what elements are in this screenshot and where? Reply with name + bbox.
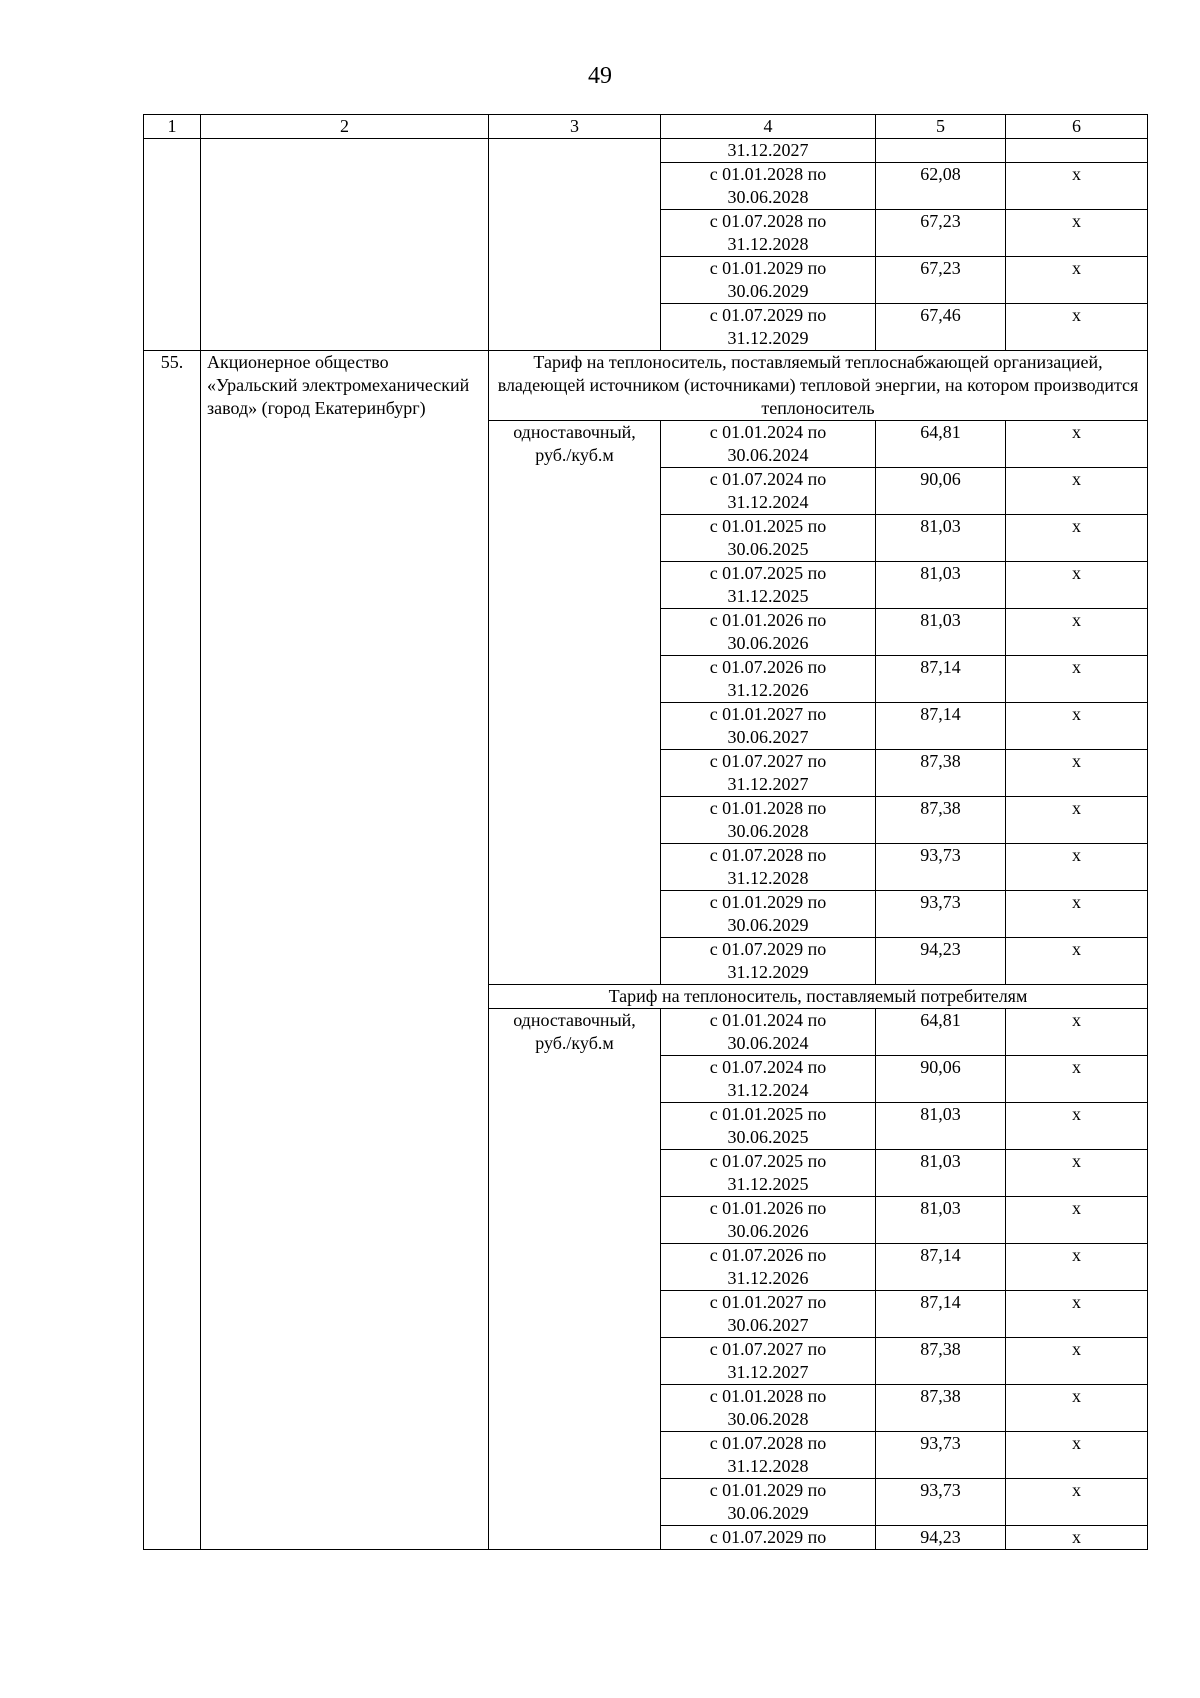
value-cell: 93,73: [876, 1479, 1006, 1526]
column-number-header: 3: [489, 115, 661, 139]
period-cell: с 01.07.2028 по 31.12.2028: [661, 844, 876, 891]
period-cell: с 01.01.2027 по 30.06.2027: [661, 1291, 876, 1338]
value-cell: 81,03: [876, 1103, 1006, 1150]
period-cell: с 01.07.2027 по 31.12.2027: [661, 750, 876, 797]
value-cell: 87,14: [876, 1291, 1006, 1338]
value-cell: 87,14: [876, 703, 1006, 750]
mark-cell: х: [1006, 468, 1148, 515]
column-number-header: 6: [1006, 115, 1148, 139]
period-cell: с 01.01.2029 по 30.06.2029: [661, 1479, 876, 1526]
value-cell: 87,14: [876, 1244, 1006, 1291]
value-cell: 94,23: [876, 1526, 1006, 1550]
mark-cell: х: [1006, 1479, 1148, 1526]
mark-cell: х: [1006, 1385, 1148, 1432]
mark-cell: х: [1006, 891, 1148, 938]
tariff-table: [143, 114, 1148, 1550]
value-cell: [876, 139, 1006, 163]
value-cell: 64,81: [876, 421, 1006, 468]
period-cell: с 01.01.2029 по 30.06.2029: [661, 891, 876, 938]
period-cell: с 01.07.2026 по 31.12.2026: [661, 656, 876, 703]
period-cell: с 01.01.2028 по 30.06.2028: [661, 1385, 876, 1432]
period-cell: с 01.01.2026 по 30.06.2026: [661, 609, 876, 656]
period-cell: с 01.01.2026 по 30.06.2026: [661, 1197, 876, 1244]
mark-cell: х: [1006, 1244, 1148, 1291]
period-cell: с 01.07.2027 по 31.12.2027: [661, 1338, 876, 1385]
mark-cell: х: [1006, 1009, 1148, 1056]
period-cell: с 01.07.2025 по 31.12.2025: [661, 1150, 876, 1197]
period-cell: с 01.07.2024 по 31.12.2024: [661, 468, 876, 515]
column-number-header: 4: [661, 115, 876, 139]
mark-cell: х: [1006, 844, 1148, 891]
mark-cell: х: [1006, 515, 1148, 562]
period-cell: с 01.07.2028 по 31.12.2028: [661, 1432, 876, 1479]
period-cell: с 01.01.2024 по 30.06.2024: [661, 421, 876, 468]
unit-cell: одноставочный, руб./куб.м: [489, 421, 661, 985]
mark-cell: х: [1006, 1056, 1148, 1103]
period-cell: с 01.01.2024 по 30.06.2024: [661, 1009, 876, 1056]
value-cell: 87,38: [876, 1385, 1006, 1432]
value-cell: 67,46: [876, 304, 1006, 351]
mark-cell: х: [1006, 1432, 1148, 1479]
period-cell: с 01.01.2025 по 30.06.2025: [661, 1103, 876, 1150]
period-cell: с 01.07.2029 по: [661, 1526, 876, 1550]
column-number-header: 1: [144, 115, 201, 139]
mark-cell: х: [1006, 257, 1148, 304]
mark-cell: х: [1006, 750, 1148, 797]
period-cell: с 01.07.2025 по 31.12.2025: [661, 562, 876, 609]
period-cell: с 01.01.2028 по 30.06.2028: [661, 797, 876, 844]
period-cell: с 01.01.2028 по 30.06.2028: [661, 163, 876, 210]
value-cell: 67,23: [876, 210, 1006, 257]
mark-cell: х: [1006, 1338, 1148, 1385]
value-cell: 87,38: [876, 1338, 1006, 1385]
value-cell: 90,06: [876, 1056, 1006, 1103]
period-cell: с 01.07.2028 по 31.12.2028: [661, 210, 876, 257]
mark-cell: х: [1006, 1103, 1148, 1150]
mark-cell: х: [1006, 562, 1148, 609]
value-cell: 81,03: [876, 562, 1006, 609]
value-cell: 81,03: [876, 1197, 1006, 1244]
entry-number: 55.: [144, 351, 201, 1550]
value-cell: 64,81: [876, 1009, 1006, 1056]
mark-cell: х: [1006, 163, 1148, 210]
mark-cell: х: [1006, 703, 1148, 750]
mark-cell: х: [1006, 1526, 1148, 1550]
value-cell: 87,38: [876, 797, 1006, 844]
value-cell: 94,23: [876, 938, 1006, 985]
mark-cell: х: [1006, 609, 1148, 656]
mark-cell: х: [1006, 210, 1148, 257]
carryover-number-cell: [144, 139, 201, 351]
carryover-unit-cell: [489, 139, 661, 351]
mark-cell: х: [1006, 938, 1148, 985]
mark-cell: х: [1006, 1150, 1148, 1197]
value-cell: 93,73: [876, 891, 1006, 938]
mark-cell: [1006, 139, 1148, 163]
period-cell: с 01.01.2025 по 30.06.2025: [661, 515, 876, 562]
value-cell: 62,08: [876, 163, 1006, 210]
column-number-header-row: [144, 115, 1148, 139]
period-cell: с 01.01.2029 по 30.06.2029: [661, 257, 876, 304]
column-number-header: 2: [201, 115, 489, 139]
value-cell: 81,03: [876, 515, 1006, 562]
value-cell: 93,73: [876, 1432, 1006, 1479]
period-cell: с 01.07.2029 по 31.12.2029: [661, 938, 876, 985]
mark-cell: х: [1006, 1197, 1148, 1244]
page-number: 49: [588, 63, 612, 89]
value-cell: 90,06: [876, 468, 1006, 515]
value-cell: 67,23: [876, 257, 1006, 304]
value-cell: 81,03: [876, 1150, 1006, 1197]
period-cell: с 01.07.2024 по 31.12.2024: [661, 1056, 876, 1103]
period-fragment: 31.12.2027: [661, 139, 876, 163]
value-cell: 93,73: [876, 844, 1006, 891]
mark-cell: х: [1006, 656, 1148, 703]
value-cell: 87,38: [876, 750, 1006, 797]
carryover-fragment-row: [144, 139, 1148, 163]
mark-cell: х: [1006, 797, 1148, 844]
tariff-table-body: [144, 115, 1148, 1550]
period-cell: с 01.07.2026 по 31.12.2026: [661, 1244, 876, 1291]
period-cell: с 01.07.2029 по 31.12.2029: [661, 304, 876, 351]
value-cell: 87,14: [876, 656, 1006, 703]
period-cell: с 01.01.2027 по 30.06.2027: [661, 703, 876, 750]
mark-cell: х: [1006, 1291, 1148, 1338]
unit-cell: одноставочный, руб./куб.м: [489, 1009, 661, 1550]
section-title: Тариф на теплоноситель, поставляемый потребителям: [489, 985, 1148, 1009]
section-title: Тариф на теплоноситель, поставляемый теплоснабжающей организацией, владеющей источником (источниками) тепловой энергии, на котором производится теплоноситель: [489, 351, 1148, 421]
organization-name: Акционерное общество «Уральский электромеханический завод» (город Екатеринбург): [201, 351, 489, 1550]
value-cell: 81,03: [876, 609, 1006, 656]
section-title-row: [144, 351, 1148, 421]
mark-cell: х: [1006, 421, 1148, 468]
column-number-header: 5: [876, 115, 1006, 139]
carryover-organization-cell: [201, 139, 489, 351]
mark-cell: х: [1006, 304, 1148, 351]
